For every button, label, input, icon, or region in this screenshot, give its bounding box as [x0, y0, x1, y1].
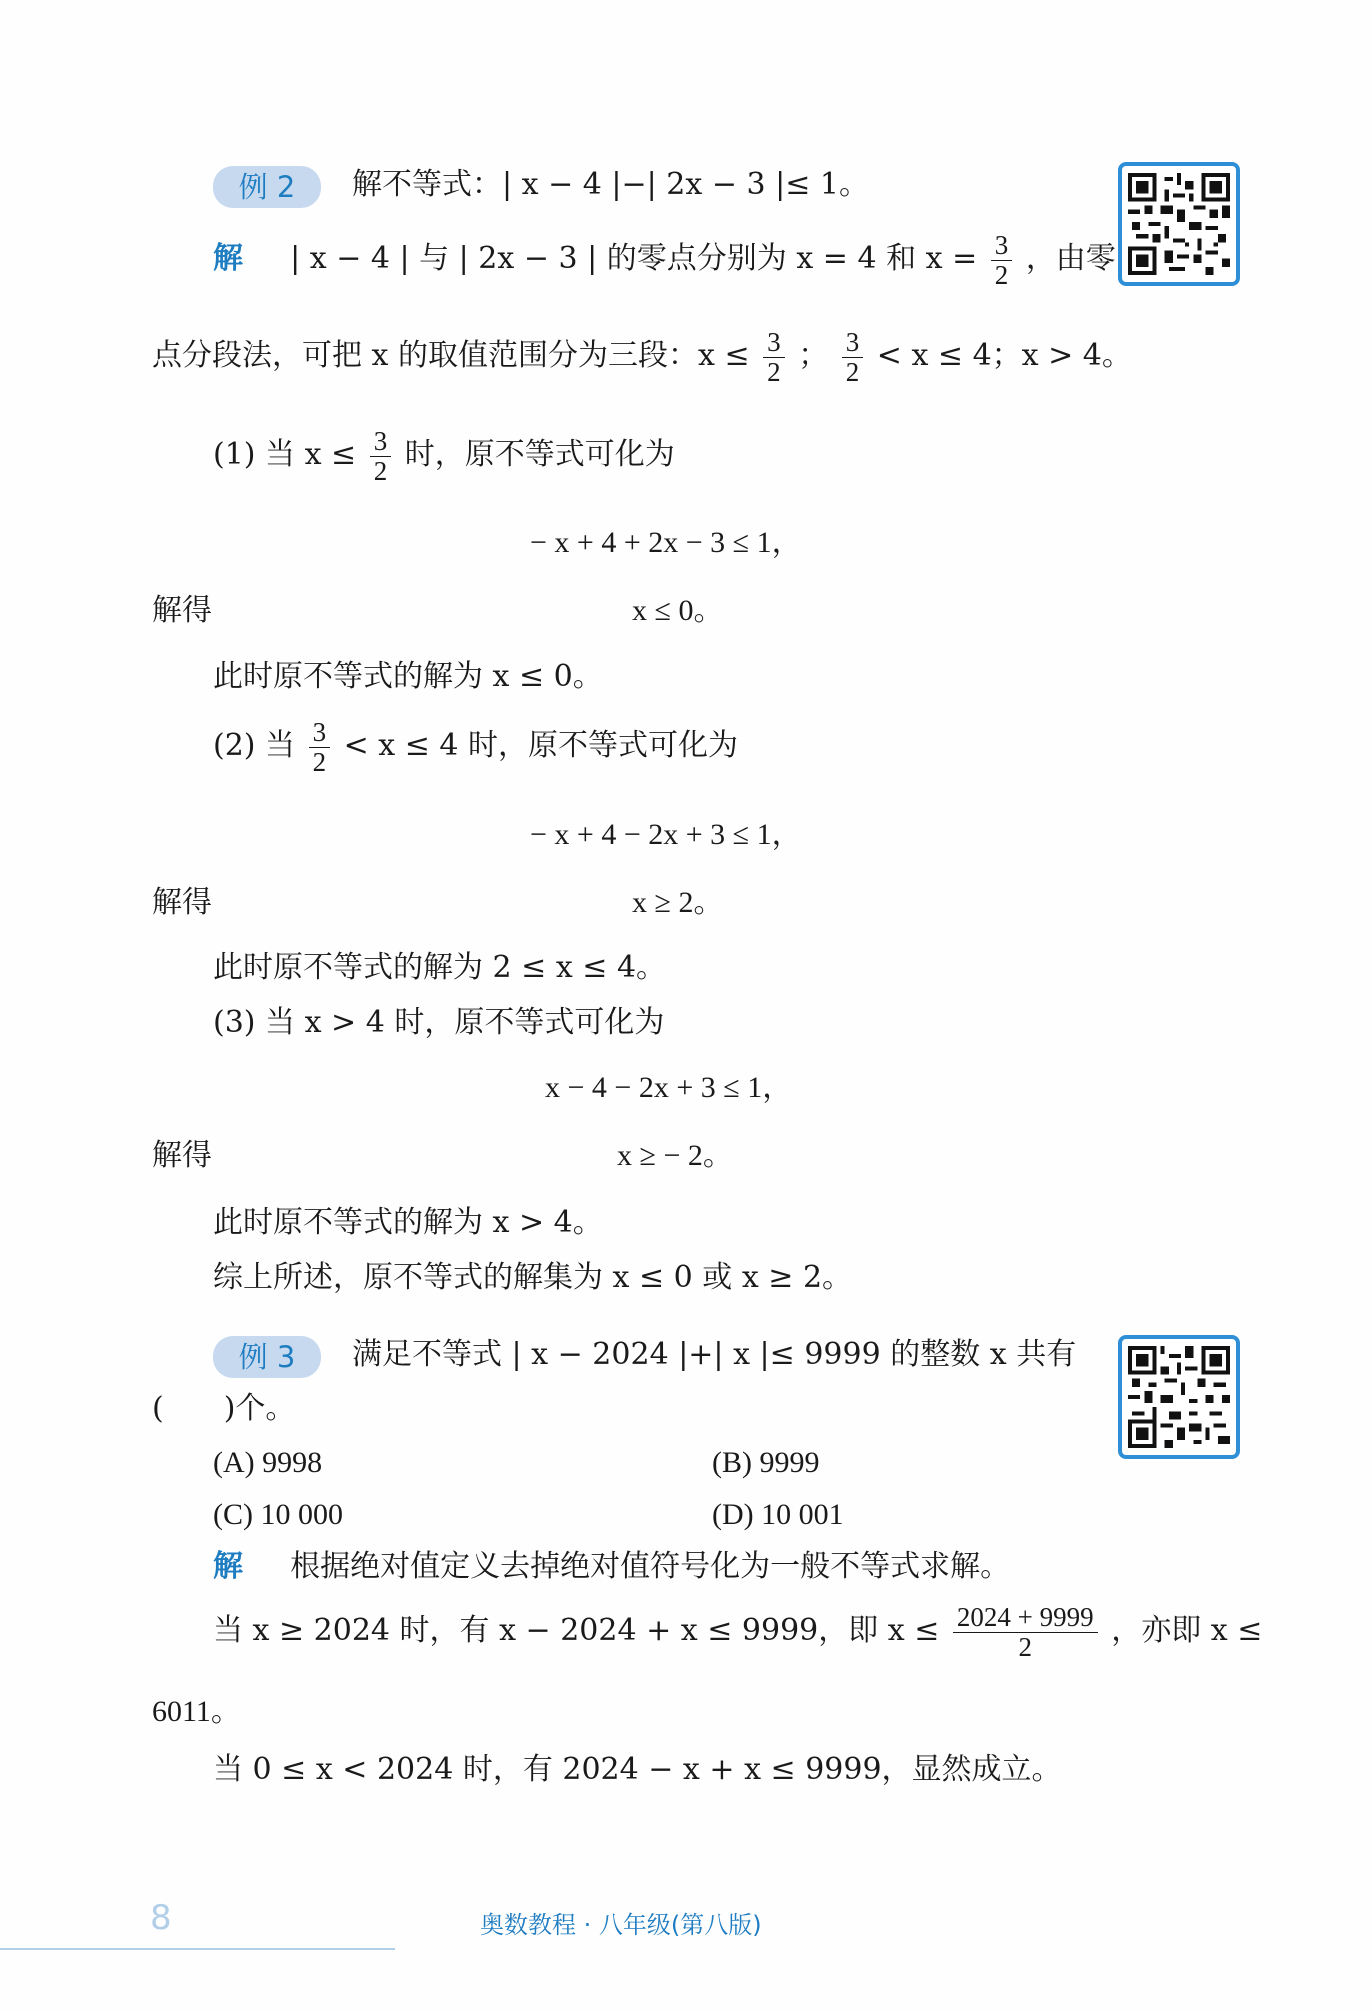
case-3-heading: (3) 当 x > 4 时，原不等式可化为: [213, 1005, 665, 1040]
example-2-solution-line-2: [152, 323, 1132, 389]
solution-label: 解: [213, 241, 243, 276]
example-3-solution-line-4: 当 0 ≤ x < 2024 时，有 2024 − x + x ≤ 9999，显然成立。: [213, 1752, 1062, 1787]
example-2-solution-line-1: [213, 226, 1116, 292]
solution-intro: 根据绝对值定义去掉绝对值符号化为一般不等式求解。: [290, 1549, 1011, 1584]
case-1-text: 时，原不等式可化为: [404, 437, 675, 472]
qr-code-example-3[interactable]: [1118, 1335, 1240, 1459]
option-b[interactable]: (B) 9999: [712, 1446, 820, 1479]
example-2-question: 解不等式：| x − 4 |−| 2x − 3 |≤ 1。: [352, 167, 869, 202]
solution-label: 解: [213, 1549, 243, 1584]
case-3-solve-label: 解得: [152, 1138, 212, 1173]
qr-code-example-2[interactable]: [1118, 162, 1240, 286]
example-3-badge: 例 3: [213, 1336, 321, 1378]
case-1-result: x ≤ 0。: [632, 594, 724, 627]
case-2-result: x ≥ 2。: [632, 886, 724, 919]
fraction-3-2: $\frac{3}{2}$: [991, 231, 1013, 289]
page-number: 8: [150, 1898, 172, 1938]
case-large-x-text: 当 x ≥ 2024 时，有 x − 2024 + x ≤ 9999，即 x ≤: [213, 1613, 940, 1648]
case-3-result: x ≥ − 2。: [617, 1139, 733, 1172]
ranges-text-end: < x ≤ 4；x > 4。: [876, 338, 1132, 373]
fraction-3-2: $\frac{3}{2}$: [309, 718, 331, 776]
qr-code-icon: [1128, 1345, 1230, 1449]
case-2-condition: (2) 当: [213, 728, 296, 763]
example-3-question: 满足不等式 | x − 2024 |+| x |≤ 9999 的整数 x 共有: [352, 1337, 1077, 1372]
example-3-solution-line-1: [213, 1549, 1011, 1584]
ranges-separator: ；: [798, 338, 829, 373]
case-2-text: < x ≤ 4 时，原不等式可化为: [343, 728, 739, 763]
ranges-text: 点分段法，可把 x 的取值范围分为三段：x ≤: [152, 338, 750, 373]
option-a[interactable]: (A) 9998: [213, 1446, 323, 1479]
case-1-heading: [213, 422, 675, 488]
case-1-solution: 此时原不等式的解为 x ≤ 0。: [213, 659, 603, 694]
example-2-summary: 综上所述，原不等式的解集为 x ≤ 0 或 x ≥ 2。: [213, 1260, 853, 1295]
case-2-solve-label: 解得: [152, 885, 212, 920]
case-1-equation: − x + 4 + 2x − 3 ≤ 1，: [530, 526, 802, 559]
case-2-equation: − x + 4 − 2x + 3 ≤ 1，: [530, 818, 802, 851]
case-3-equation: x − 4 − 2x + 3 ≤ 1，: [545, 1071, 793, 1104]
fraction-3-2: $\frac{3}{2}$: [842, 328, 864, 386]
option-d[interactable]: (D) 10 001: [712, 1498, 844, 1531]
zero-points-text-end: ，由零: [1025, 241, 1116, 276]
example-3-question-blank: ( )个。: [152, 1391, 296, 1426]
case-1-solve-label: 解得: [152, 593, 212, 628]
case-2-solution: 此时原不等式的解为 2 ≤ x ≤ 4。: [213, 950, 667, 985]
fraction-sum-over-2: $\frac{2024 + 9999}{2}$: [953, 1603, 1098, 1661]
fraction-3-2: $\frac{3}{2}$: [370, 427, 392, 485]
example-3-solution-line-2: [213, 1596, 1262, 1666]
case-large-x-text-end: ，亦即 x ≤: [1111, 1613, 1263, 1648]
example-3-solution-line-3: 6011。: [152, 1695, 241, 1728]
case-1-condition: (1) 当 x ≤: [213, 437, 357, 472]
qr-code-icon: [1128, 172, 1230, 276]
example-2-badge: 例 2: [213, 166, 321, 208]
fraction-3-2: $\frac{3}{2}$: [763, 328, 785, 386]
zero-points-text: | x − 4 | 与 | 2x − 3 | 的零点分别为 x = 4 和 x =: [290, 241, 978, 276]
option-c[interactable]: (C) 10 000: [213, 1498, 343, 1531]
book-title: 奥数教程 · 八年级(第八版): [480, 1911, 762, 1939]
case-3-solution: 此时原不等式的解为 x > 4。: [213, 1205, 603, 1240]
case-2-heading: [213, 713, 738, 779]
footer-divider: [0, 1948, 395, 1950]
